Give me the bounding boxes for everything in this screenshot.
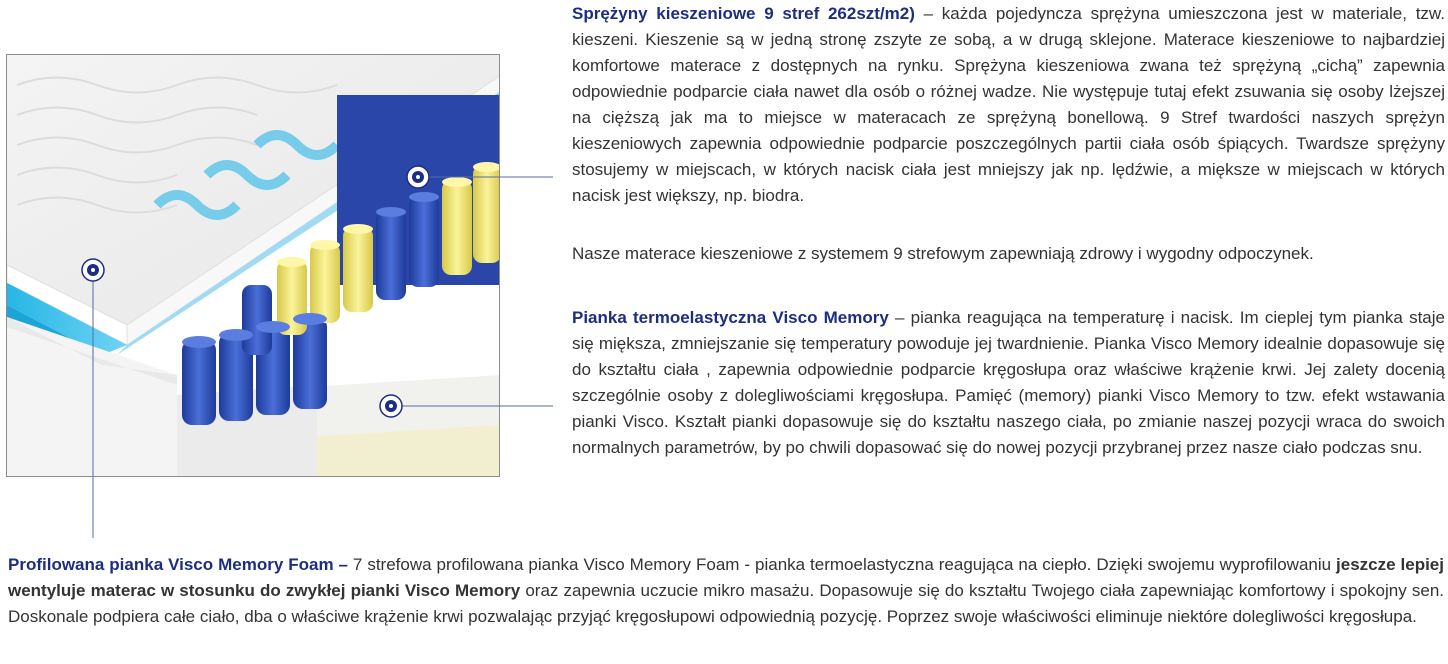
- pocket-springs-heading: Sprężyny kieszeniowe 9 stref 262szt/m2): [572, 4, 915, 23]
- pocket-springs-body: – każda pojedyncza sprężyna umieszczona jest w materiale, tzw. kieszeni. Kieszenie są w jedną stronę zszyte ze sobą, a w drugą sklejone. Materace kieszeniowe to najbardziej komfortowe materace z dostępnych na rynku. Sprężyna kieszeniowa zwana też sprężyną „cichą” zapewnia odpowiednie podparcie ciała nawet dla osób o różnej wadze. Nie występuje tutaj efekt zsuwania się osoby lżejszej na cięższą jak ma to miejsce w materacach ze sprężyną bonellową. 9 Stref twardości naszych sprężyn kieszeniowych zapewnia odpowiednie podparcie poszczególnych partii ciała osób śpiących. Twardsze sprężyny stosujemy w miejscach, w których nacisk ciała jest mniejszy jak np. lędźwie, a miększe w miejscach w których nacisk jest większy, np. biodra.: [572, 4, 1445, 205]
- pocket-springs-summary: Nasze materace kieszeniowe z systemem 9 strefowym zapewniają zdrowy i wygodny odpoczynek.: [572, 244, 1314, 263]
- profiled-foam-body-1: 7 strefowa profilowana pianka Visco Memory Foam - pianka termoelastyczna reagująca na ciepło. Dzięki swojemu wyprofilowaniu: [347, 555, 1337, 574]
- profiled-foam-bold: jeszcze lepiej wentyluje materac w stosunku do zwykłej pianki Visco Memory: [8, 555, 1444, 600]
- profiled-foam-body-2: oraz zapewnia uczucie mikro masażu. Dopasowuje się do kształtu Twojego ciała zapewniając komfortowy i spokojny sen. Doskonale podpiera całe ciało, dba o właściwe krążenie krwi pozwalając przyjąć kręgosłupowi odpowiednią pozycję. Poprzez swoje właściwości eliminuje niektóre dolegliwości kręgosłupa.: [8, 581, 1445, 626]
- visco-memory-paragraph: [572, 305, 1445, 461]
- pocket-springs-paragraph: [572, 1, 1445, 209]
- profiled-foam-paragraph: [8, 552, 1444, 630]
- profiled-foam-heading: Profilowana pianka Visco Memory Foam –: [8, 555, 348, 574]
- visco-memory-heading: Pianka termoelastyczna Visco Memory: [572, 308, 889, 327]
- mattress-cross-section-image: [6, 54, 500, 477]
- visco-memory-body: – pianka reagująca na temperaturę i nacisk. Im cieplej tym pianka staje się miększa, zmniejszanie się temperatury powoduje jej twardnienie. Pianka Visco Memory idealnie dopasowuje się do kształtu ciała , zapewnia odpowiednie podparcie kręgosłupa oraz właściwe krążenie krwi. Jej zalety docenią szczególnie osoby z dolegliwościami kręgosłupa. Pamięć (memory) pianki Visco Memory to tzw. efekt wstawania pianki Visco. Kształt pianki dopasowuje się do kształtu naszego ciała, po zmianie naszej pozycji wraca do swoich normalnych parametrów, by po chwili dopasować się do nowej pozycji przybranej przez nasze ciało podczas snu.: [572, 308, 1445, 457]
